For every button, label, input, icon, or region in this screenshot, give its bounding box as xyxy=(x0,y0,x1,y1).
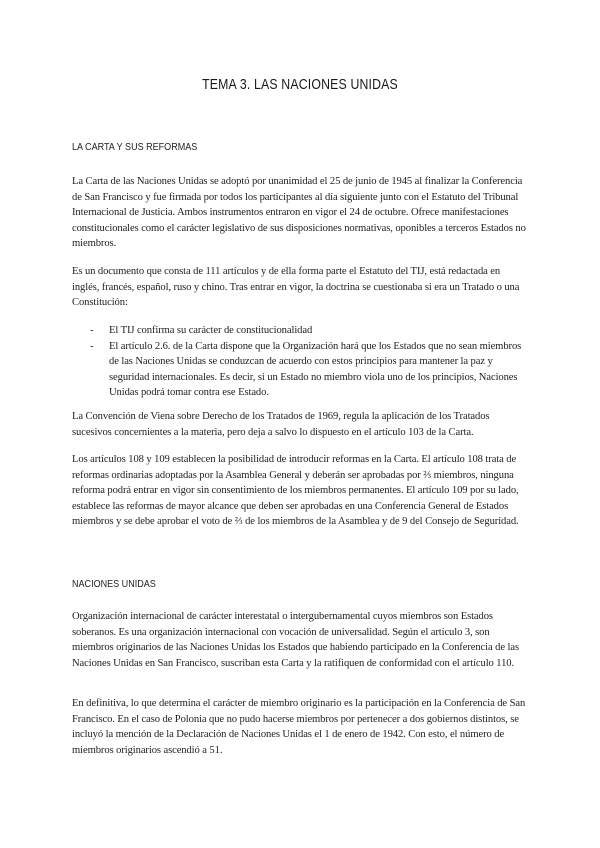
list-item-text: El artículo 2.6. de la Carta dispone que la Organización hará que los Estados que no sean miembros de las Naciones Unidas se conduzcan de acuerdo con estos principios para mantener la paz y seguridad internacionales. Es decir, si un Estado no miembro viola uno de los principios, Naciones Unidas podrá tomar contra ese Estado. xyxy=(109,340,522,399)
bullet-list xyxy=(72,323,529,401)
paragraph: Organización internacional de carácter interestatal o intergubernamental cuyos miembros son Estados soberanos. Es una organización internacional con vocación de universalidad. Según el artículo 3, son miembros originarios de las Naciones Unidas los Estados que habiendo participado en la Conferencia de las Naciones Unidas en San Francisco, suscriban esta Carta y la ratifiquen de conformidad con el artículo 110. xyxy=(72,611,519,669)
paragraph: La Carta de las Naciones Unidas se adoptó por unanimidad el 25 de junio de 1945 al finalizar la Conferencia de San Francisco y fue firmada por todos los participantes al día siguiente junto con el Estatuto del Tribunal Internacional de Justicia. Ambos instrumentos entraron en vigor el 24 de octubre. Ofrece manifestaciones constitucionales como el carácter legislativo de sus disposiciones normativas, oponibles a terceros Estados no miembros. xyxy=(72,176,526,250)
list-item xyxy=(72,323,529,339)
section-heading-carta: LA CARTA Y SUS REFORMAS xyxy=(72,141,198,153)
paragraph: En definitiva, lo que determina el carácter de miembro originario es la participación en la Conferencia de San Francisco. En el caso de Polonia que no pudo hacerse miembros por pertenecer a dos gobiernos distintos, se incluyó la mención de la Declaración de Naciones Unidas el 1 de enero de 1942. Con esto, el número de miembros originarios ascendió a 51. xyxy=(72,698,526,756)
paragraph: La Convención de Viena sobre Derecho de los Tratados de 1969, regula la aplicación de los Tratados sucesivos concernientes a la materia, pero deja a salvo lo dispuesto en el artículo 103 de la Carta. xyxy=(72,411,490,438)
list-item-text: El TIJ confirma su carácter de constitucionalidad xyxy=(109,325,313,336)
section-heading-naciones-unidas: NACIONES UNIDAS xyxy=(72,578,156,590)
paragraph: Es un documento que consta de 111 artículos y de ella forma parte el Estatuto del TIJ, está redactada en inglés, francés, español, ruso y chino. Tras entrar en vigor, la doctrina se cuestionaba si era un Tratado o una Constitución: xyxy=(72,266,520,309)
bullet-dash: - xyxy=(90,340,94,352)
list-item xyxy=(72,339,529,401)
page-title: TEMA 3. LAS NACIONES UNIDAS xyxy=(202,76,398,93)
paragraph: Los artículos 108 y 109 establecen la posibilidad de introducir reformas en la Carta. El artículo 108 trata de reformas ordinarias adoptadas por la Asamblea General y deberán ser aprobadas por ⅔ miembros, ninguna reforma podrá entrar en vigor sin consentimiento de los miembros permanentes. El artículo 109 por su lado, establece las reformas de mayor alcance que deben ser aprobadas en una Conferencia General de Estados miembros y se debe aprobar el voto de ⅔ de los miembros de la Asamblea y de 9 del Consejo de Seguridad. xyxy=(72,454,519,528)
bullet-dash: - xyxy=(90,325,94,336)
